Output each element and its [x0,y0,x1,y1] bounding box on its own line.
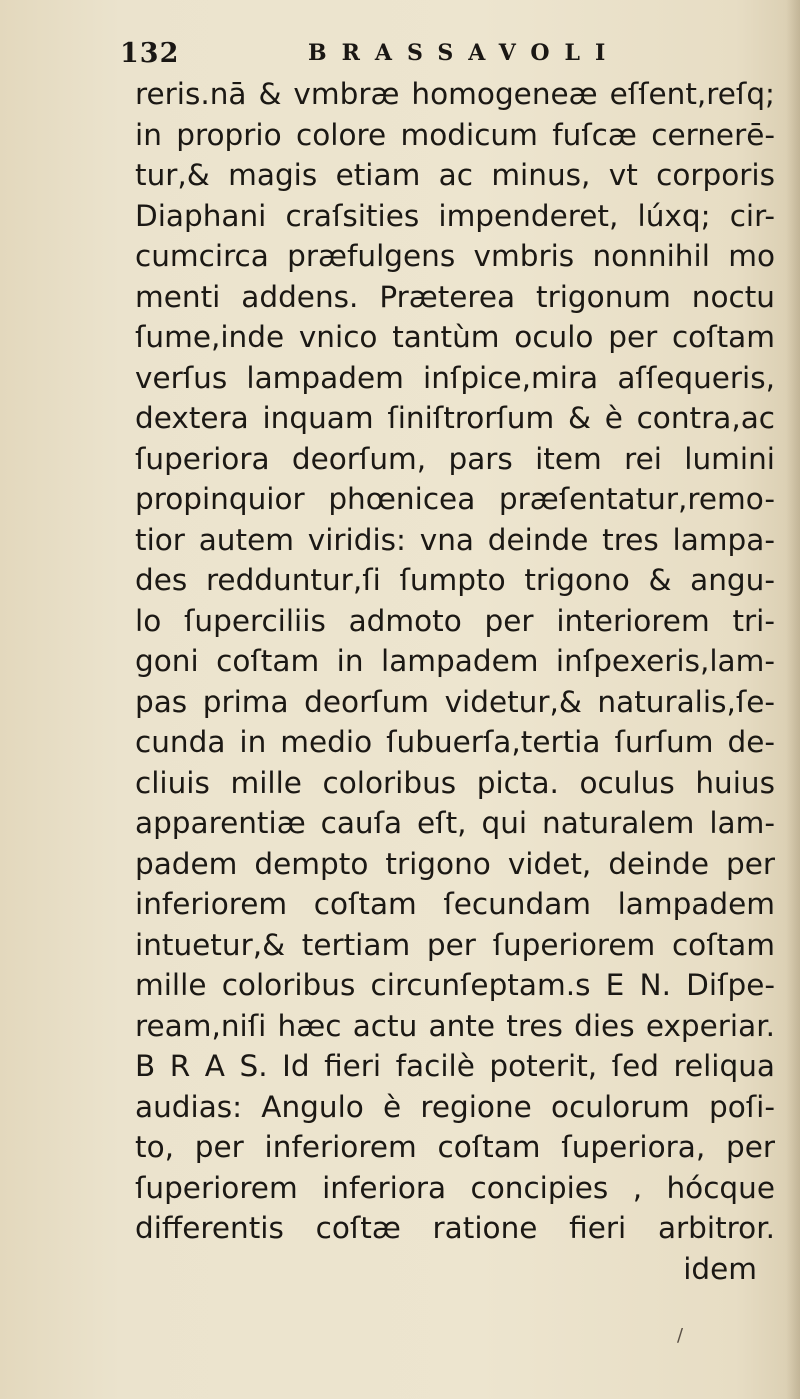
text-line: cunda in medio ſubuerſa,tertia ſurſum de- [135,725,775,759]
running-head: BRASSAVOLI [308,40,621,66]
text-line: verſus lampadem inſpice,mira aſſequeris, [135,360,775,395]
text-line: tur,& magis etiam ac minus, vt corporis [135,158,775,192]
page-number: 132 [120,38,180,69]
text-line: reris.nā & vmbræ homogeneæ eſſent,reſq; [135,77,775,111]
text-line: cliuis mille coloribus picta. oculus huius [135,765,775,800]
text-line: dextera inquam ſiniſtrorſum & è contra,ac [135,401,775,435]
text-line: des redduntur,ſi ſumpto trigono & angu- [135,563,775,597]
text-line: intuetur,& tertiam per ſuperiorem coſtam [135,927,775,962]
text-line: ſuperiorem inferiora concipies , hócque [135,1170,775,1205]
text-line: cumcirca præfulgens vmbris nonnihil mo [135,239,775,273]
text-line: mille coloribus circunſeptam.s E N. Diſpe- [135,968,775,1002]
text-line: padem dempto trigono videt, deinde per [135,846,775,881]
text-line: pas prima deorſum videtur,& naturalis,ſe- [135,684,775,719]
text-line: lo ſuperciliis admoto per interiorem tri- [135,603,775,638]
text-line: ſuperiora deorſum, pars item rei lumini [135,441,775,476]
stray-ink-mark: / [677,1325,684,1346]
text-line: menti addens. Præterea trigonum noctu [135,279,775,314]
text-line: propinquior phœnicea præſentatur,remo- [135,482,775,516]
catchword: idem [683,1251,757,1286]
body-text [135,74,775,1289]
text-line: goni coſtam in lampadem inſpexeris,lam- [135,644,775,678]
text-line: differentis coſtæ ratione fieri arbitror. [135,1211,775,1245]
text-line: inferiorem coſtam ſecundam lampadem [135,887,775,921]
text-line: to, per inferiorem coſtam ſuperiora, per [135,1130,775,1164]
text-line: B R A S. Id fieri facilè poterit, ſed reliqua [135,1049,775,1083]
text-line: in proprio colore modicum fuſcæ cernerē- [135,117,775,152]
text-line: ream,niſi hæc actu ante tres dies experiar. [135,1008,775,1043]
text-line: ſume,inde vnico tantùm oculo per coſtam [135,320,775,354]
text-line: tior autem viridis: vna deinde tres lampa- [135,522,775,557]
text-line: apparentiæ cauſa eſt, qui naturalem lam- [135,806,775,840]
page-header [120,38,680,78]
page-edge-shadow [786,0,800,1399]
text-line: audias: Angulo è regione oculorum poſi- [135,1089,775,1124]
text-line: Diaphani craſsities impenderet, lúxq; cir- [135,198,775,233]
